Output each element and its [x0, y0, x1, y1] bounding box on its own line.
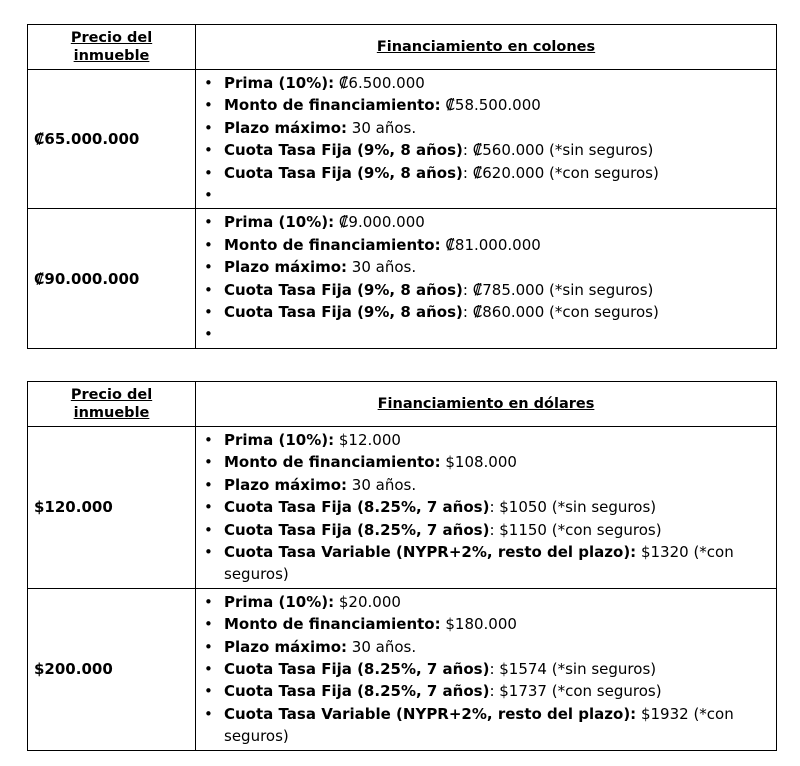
- financing-cell: [196, 209, 777, 348]
- list-item: [204, 613, 776, 635]
- empty-list-item: [204, 323, 776, 345]
- item-label: Cuota Tasa Variable (NYPR+2%, resto del plazo):: [224, 704, 637, 723]
- table-row: [28, 427, 777, 589]
- item-value: $12.000: [334, 431, 401, 449]
- financing-header-cell: [196, 25, 777, 70]
- item-value: : $1150 (*con seguros): [489, 520, 662, 539]
- item-label: Monto de financiamiento:: [224, 615, 441, 634]
- item-value: : $1737 (*con seguros): [489, 682, 662, 701]
- table-row: [28, 209, 777, 348]
- price-header-line2: inmueble: [73, 405, 150, 421]
- table-row: [28, 70, 777, 209]
- item-value: $108.000: [440, 453, 517, 472]
- price-header-cell: [28, 382, 196, 427]
- item-label: Cuota Tasa Fija (8.25%, 7 años): [224, 682, 490, 701]
- item-label: Monto de financiamiento:: [224, 235, 441, 254]
- colones-table: [27, 24, 777, 349]
- list-item: [204, 541, 776, 586]
- item-label: Prima (10%):: [224, 213, 335, 232]
- item-label: Cuota Tasa Fija (8.25%, 7 años): [224, 498, 490, 517]
- price-cell: $120.000: [28, 427, 196, 589]
- price-cell: ₡90.000.000: [28, 209, 196, 348]
- item-value: : ₡860.000 (*con seguros): [462, 303, 659, 322]
- item-value: $180.000: [440, 615, 517, 634]
- item-label: Plazo máximo:: [224, 258, 348, 277]
- dolares-table: [27, 381, 777, 751]
- financing-cell: [196, 427, 777, 589]
- item-label: Plazo máximo:: [224, 637, 348, 656]
- financing-cell: [196, 588, 777, 750]
- list-item: [204, 591, 776, 613]
- financing-list: [196, 589, 776, 750]
- list-item: [204, 496, 776, 518]
- item-label: Plazo máximo:: [224, 475, 348, 494]
- financing-header: Financiamiento en colones: [376, 39, 596, 55]
- item-label: Prima (10%):: [224, 74, 335, 92]
- item-value: ₡81.000.000: [440, 235, 541, 254]
- price-header-line2: inmueble: [73, 48, 150, 64]
- item-label: Cuota Tasa Fija (9%, 8 años): [224, 141, 463, 160]
- list-item: [204, 451, 776, 473]
- list-item: [204, 94, 776, 116]
- item-value: $1320 (*con seguros): [224, 543, 734, 584]
- list-item: [204, 636, 776, 658]
- item-label: Cuota Tasa Fija (9%, 8 años): [224, 280, 463, 299]
- price-header-line1: Precio del: [70, 387, 153, 403]
- list-item: [204, 72, 776, 94]
- financing-cell: [196, 70, 777, 209]
- financing-header: Financiamiento en dólares: [377, 396, 595, 412]
- list-item: [204, 117, 776, 139]
- item-label: Cuota Tasa Fija (8.25%, 7 años): [224, 520, 490, 539]
- item-value: 30 años.: [347, 475, 417, 494]
- list-item: [204, 139, 776, 161]
- item-label: Cuota Tasa Fija (9%, 8 años): [224, 303, 463, 322]
- item-label: Cuota Tasa Variable (NYPR+2%, resto del plazo):: [224, 543, 637, 562]
- item-label: Cuota Tasa Fija (9%, 8 años): [224, 163, 463, 182]
- price-cell: $200.000: [28, 588, 196, 750]
- item-value: $20.000: [334, 592, 401, 611]
- list-item: [204, 680, 776, 702]
- price-header-cell: [28, 25, 196, 70]
- item-label: Prima (10%):: [224, 592, 335, 611]
- list-item: [204, 234, 776, 256]
- financing-list: [196, 70, 776, 208]
- item-label: Prima (10%):: [224, 431, 335, 449]
- financing-list: [196, 427, 776, 588]
- table-header-row: [28, 25, 777, 70]
- table-row: [28, 588, 777, 750]
- list-item: [204, 279, 776, 301]
- item-value: $1932 (*con seguros): [224, 704, 734, 746]
- list-item: [204, 162, 776, 184]
- financing-list: [196, 209, 776, 347]
- list-item: [204, 429, 776, 451]
- item-value: : ₡560.000 (*sin seguros): [462, 141, 654, 160]
- item-value: 30 años.: [347, 258, 417, 277]
- list-item: [204, 301, 776, 323]
- item-value: ₡9.000.000: [334, 213, 425, 232]
- list-item: [204, 211, 776, 233]
- table-header-row: [28, 382, 777, 427]
- item-label: Monto de financiamiento:: [224, 96, 441, 115]
- list-item: [204, 519, 776, 541]
- item-value: 30 años.: [347, 637, 417, 656]
- list-item: [204, 703, 776, 748]
- item-value: : ₡785.000 (*sin seguros): [462, 280, 654, 299]
- item-value: : $1574 (*sin seguros): [489, 660, 657, 679]
- financing-header-cell: [196, 382, 777, 427]
- empty-list-item: [204, 184, 776, 206]
- item-value: ₡58.500.000: [440, 96, 541, 115]
- item-value: : ₡620.000 (*con seguros): [462, 163, 659, 182]
- item-label: Cuota Tasa Fija (8.25%, 7 años): [224, 660, 490, 679]
- item-label: Monto de financiamiento:: [224, 453, 441, 472]
- list-item: [204, 256, 776, 278]
- item-value: : $1050 (*sin seguros): [489, 498, 657, 517]
- item-value: 30 años.: [347, 118, 417, 137]
- price-cell: ₡65.000.000: [28, 70, 196, 209]
- item-value: ₡6.500.000: [334, 74, 425, 92]
- price-header-line1: Precio del: [70, 30, 153, 46]
- item-label: Plazo máximo:: [224, 118, 348, 137]
- list-item: [204, 658, 776, 680]
- list-item: [204, 474, 776, 496]
